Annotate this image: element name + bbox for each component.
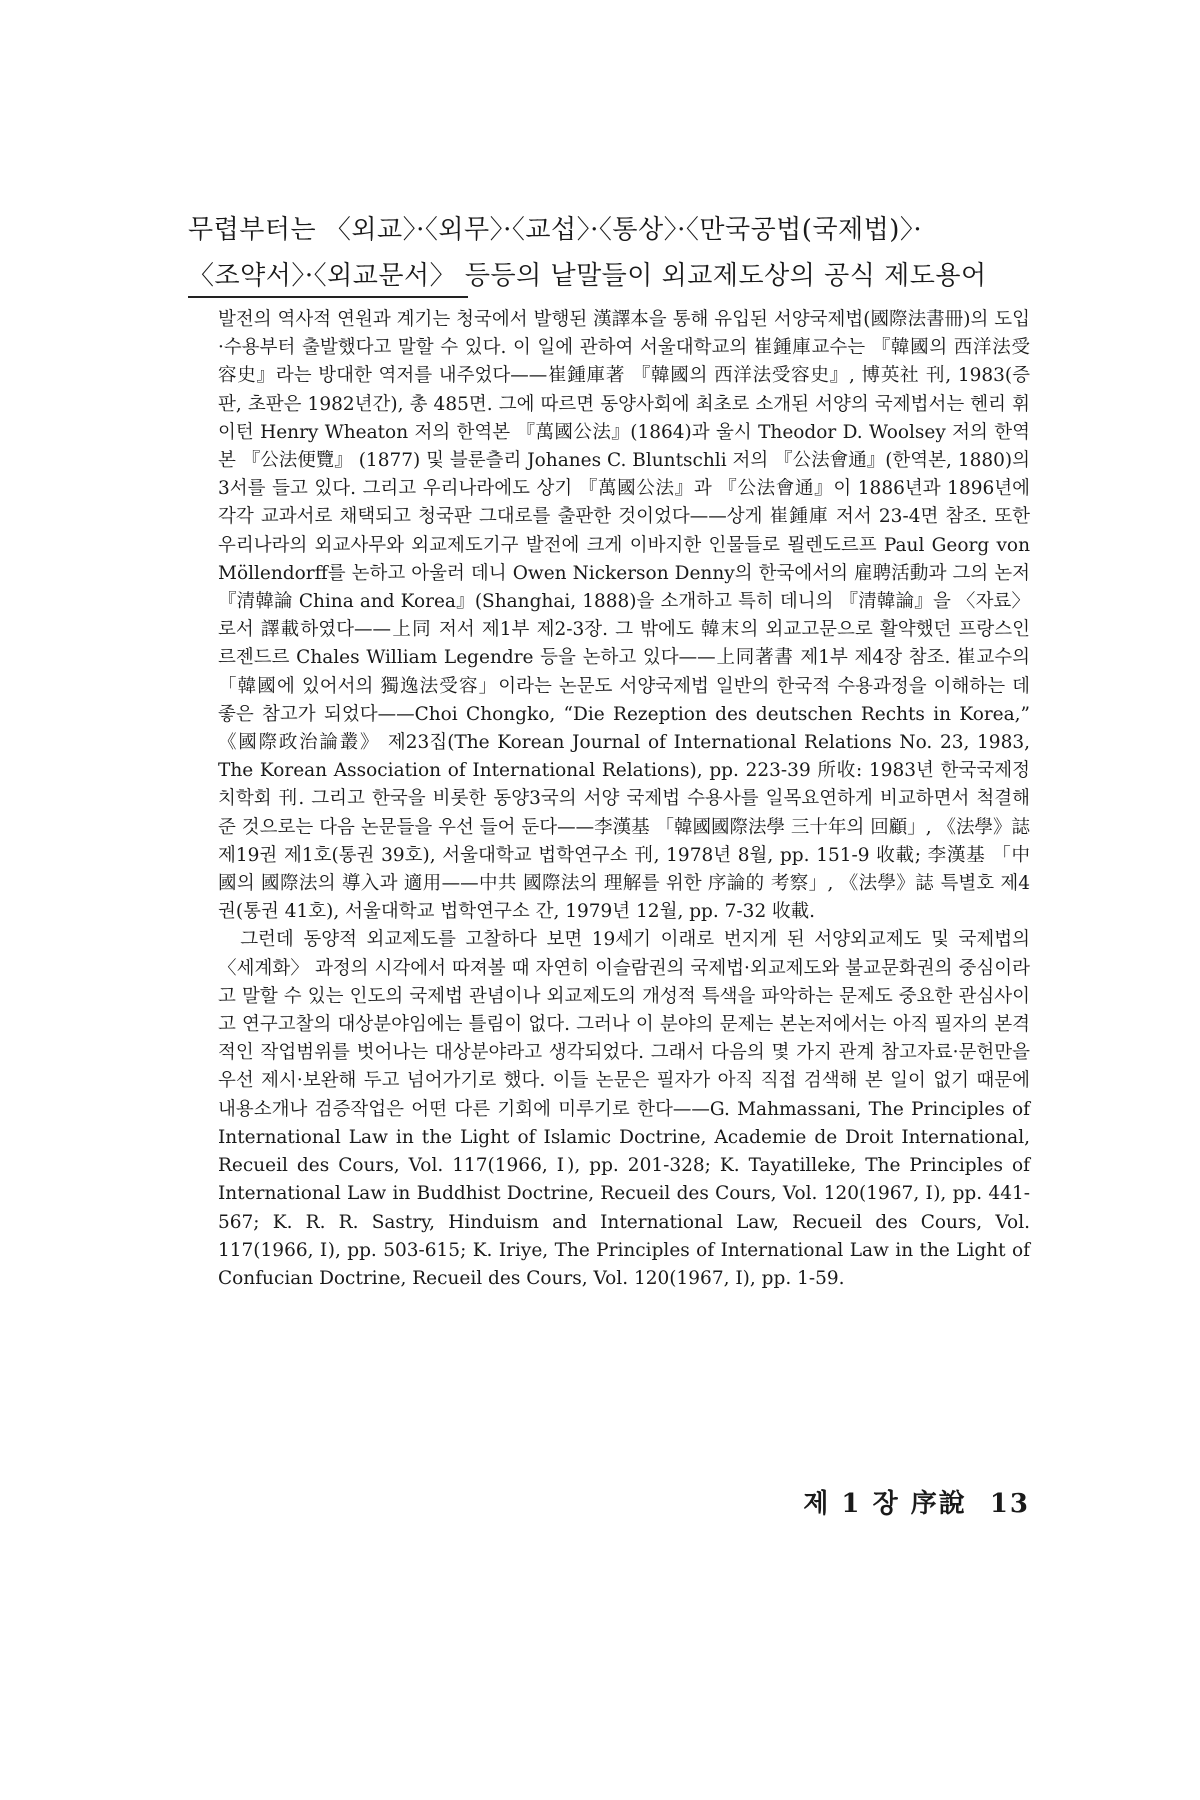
body-text bbox=[188, 207, 1028, 299]
footnote bbox=[218, 306, 1030, 1293]
body-line-2: 〈조약서〉·〈외교문서〉 등등의 낱말들이 외교제도상의 공식 제도용어 bbox=[188, 261, 987, 291]
footnote-paragraph-2: 그런데 동양적 외교제도를 고찰하다 보면 19세기 이래로 번지게 된 서양외교제도 및 국제법의 〈세계화〉 과정의 시각에서 따져볼 때 자연히 이슬람권의 국제법·외교제도와 불교문화권의 중심이라고 말할 수 있는 인도의 국제법 관념이나 외교제도의 개성적 특색을 파악하는 문제도 중요한 관심사이고 연구고찰의 대상분야임에는 틀림이 없다. 그러나 이 분야의 문제는 본논저에서는 아직 필자의 본격적인 작업범위를 벗어나는 대상분야라고 생각되었다. 그래서 다음의 몇 가지 관계 참고자료·문헌만을 우선 제시·보완해 두고 넘어가기로 했다. 이들 논문은 필자가 아직 직접 검색해 본 일이 없기 때문에 내용소개나 검증작업은 어떤 다른 기회에 미루기로 한다——G. Mahmassani, The Principles of International Law in the Light of Islamic Doctrine, Academie de Droit International, Recueil des Cours, Vol. 117(1966, Ⅰ), pp. 201-328; K. Tayatilleke, The Principles of International Law in Buddhist Doctrine, Recueil des Cours, Vol. 120(1967, Ⅰ), pp. 441-567; K. R. R. Sastry, Hinduism and International Law, Recueil des Cours, Vol. 117(1966, Ⅰ), pp. 503-615; K. Iriye, The Principles of International Law in the Light of Confucian Doctrine, Recueil des Cours, Vol. 120(1967, Ⅰ), pp. 1-59. bbox=[218, 929, 1031, 1289]
running-chapter-title: 제 1 장 序說 bbox=[803, 1489, 967, 1519]
page-number: 13 bbox=[989, 1489, 1030, 1519]
footnote-paragraph-1: 발전의 역사적 연원과 계기는 청국에서 발행된 漢譯本을 통해 유입된 서양국제법(國際法書冊)의 도입·수용부터 출발했다고 말할 수 있다. 이 일에 관하여 서울대학교의 崔鍾庫교수는 『韓國의 西洋法受容史』라는 방대한 역저를 내주었다——崔鍾庫著 『韓國의 西洋法受容史』, 博英社 刊, 1983(증판, 초판은 1982년간), 총 485면. 그에 따르면 동양사회에 최초로 소개된 서양의 국제법서는 헨리 휘이턴 Henry Wheaton 저의 한역본 『萬國公法』(1864)과 울시 Theodor D. Woolsey 저의 한역본 『公法便覽』 (1877) 및 블룬츨리 Johanes C. Bluntschli 저의 『公法會通』(한역본, 1880)의 3서를 들고 있다. 그리고 우리나라에도 상기 『萬國公法』과 『公法會通』이 1886년과 1896년에 각각 교과서로 채택되고 청국판 그대로를 출판한 것이었다——상게 崔鍾庫 저서 23-4면 참조. 또한 우리나라의 외교사무와 외교제도기구 발전에 크게 이바지한 인물들로 묄렌도르프 Paul Georg von Möllendorff를 논하고 아울러 데니 Owen Nickerson Denny의 한국에서의 雇聘活動과 그의 논저 『清韓論 China and Korea』(Shanghai, 1888)을 소개하고 특히 데니의 『清韓論』을 〈자료〉로서 譯載하였다——上同 저서 제1부 제2-3장. 그 밖에도 韓末의 외교고문으로 활약했던 프랑스인 르젠드르 Chales William Legendre 등을 논하고 있다——上同著書 제1부 제4장 참조. 崔교수의 「韓國에 있어서의 獨逸法受容」이라는 논문도 서양국제법 일반의 한국적 수용과정을 이해하는 데 좋은 참고가 되었다——Choi Chongko, “Die Rezeption des deutschen Rechts in Korea,” 《國際政治論叢》 제23집(The Korean Journal of International Relations No. 23, 1983, The Korean Association of International Relations), pp. 223-39 所收: 1983년 한국국제정치학회 刊. 그리고 한국을 비롯한 동양3국의 서양 국제법 수용사를 일목요연하게 비교하면서 척결해 준 것으로는 다음 논문들을 우선 들어 둔다——李漢基 「韓國國際法學 三十年의 回顧」, 《法學》誌 제19권 제1호(통권 39호), 서울대학교 법학연구소 刊, 1978년 8월, pp. 151-9 收載; 李漢基 「中國의 國際法의 導入과 適用——中共 國際法의 理解를 위한 序論的 考察」, 《法學》誌 특별호 제4권(통권 41호), 서울대학교 법학연구소 간, 1979년 12월, pp. 7-32 收載. bbox=[218, 309, 1030, 923]
page-footer bbox=[790, 1483, 1030, 1520]
body-line-1: 무렵부터는 〈외교〉·〈외무〉·〈교섭〉·〈통상〉·〈만국공법(국제법)〉· bbox=[188, 215, 923, 245]
footnote-rule bbox=[188, 296, 468, 298]
